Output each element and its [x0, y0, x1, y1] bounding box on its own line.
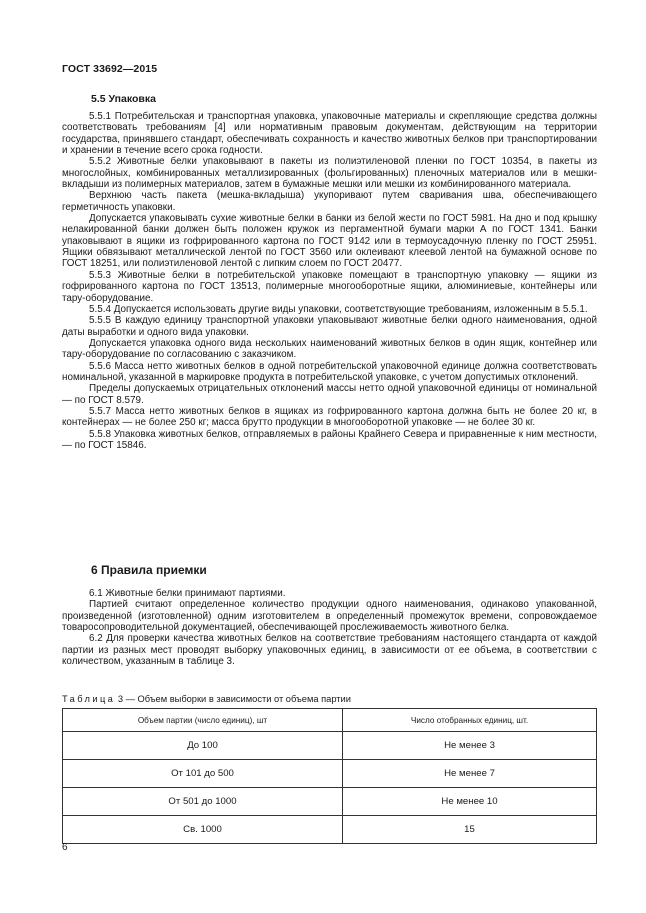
paragraph: 5.5.7 Масса нетто животных белков в ящиках из гофрированного картона должна быть не более 20 кг, в контейнерах — не более 250 кг; масса брутто продукции в многооборотной упаковке — не более 30 кг.	[62, 405, 597, 429]
paragraph: 5.5.5 В каждую единицу транспортной упаковки упаковывают животные белки одного наименования, одной даты выработки и одного вида упаковки.	[62, 315, 597, 338]
table-cell: От 101 до 500	[63, 760, 343, 788]
paragraph: Допускается упаковка одного вида нескольких наименований животных белков в один ящик, контейнер или тару-оборудование по согласованию с заказчиком.	[62, 337, 597, 361]
paragraph: Пределы допускаемых отрицательных отклонений массы нетто одной упаковочной единицы от номинальной — по ГОСТ 8.579.	[62, 383, 597, 406]
paragraph: 5.5.6 Масса нетто животных белков в одной потребительской упаковочной единице должна соответствовать номинальной, указанной в маркировке продукта в потребительской упаковке, с учетом допустимых отклонений.	[62, 360, 597, 383]
table-caption	[62, 694, 351, 704]
table-cell: Не менее 3	[343, 732, 597, 760]
paragraph: 6.2 Для проверки качества животных белков на соответствие требованиям настоящего стандарта от каждой партии из разных мест проводят выборку упаковочных единиц, в зависимости от ее объема, в соответствии с количеством, указанным в таблице 3.	[62, 633, 597, 668]
table-row	[63, 788, 597, 816]
table-cell: От 501 до 1000	[63, 788, 343, 816]
paragraph: Допускается упаковывать сухие животные белки в банки из белой жести по ГОСТ 5981. На дно и под крышку нелакированной банки должен быть положен кружок из пергаментной бумаги марки А по ГОСТ 1341. Банки упаковывают в ящики из гофрированного картона по ГОСТ 9142 или в термоусадочную пленку по ГОСТ 25951. Ящики обвязывают металлической лентой по ГОСТ 3560 или оклеивают клеевой лентой на бумажной основе по ГОСТ 18251, или полиэтиленовой лентой с липким слоем по ГОСТ 20477.	[62, 213, 597, 270]
table-cell: Св. 1000	[63, 816, 343, 844]
table-header-row	[63, 709, 597, 732]
section-5-5-title: 5.5 Упаковка	[91, 93, 156, 105]
paragraph: Верхнюю часть пакета (мешка-вкладыша) укупоривают путем сваривания шва, обеспечивающего герметичность упаковки.	[62, 190, 597, 213]
table-row	[63, 760, 597, 788]
table-cell: Не менее 10	[343, 788, 597, 816]
table-cell: Не менее 7	[343, 760, 597, 788]
table-caption-text: 3 — Объем выборки в зависимости от объема партии	[117, 694, 351, 704]
table-header-cell: Число отобранных единиц, шт.	[343, 709, 597, 732]
paragraph: 5.5.4 Допускается использовать другие виды упаковки, соответствующие требованиям, изложенным в 5.5.1.	[89, 303, 588, 315]
page-number: 6	[62, 842, 68, 853]
table-cell: До 100	[63, 732, 343, 760]
document-header: ГОСТ 33692—2015	[62, 63, 158, 75]
paragraph: 5.5.3 Животные белки в потребительской упаковке помещают в транспортную упаковку — ящики из гофрированного картона по ГОСТ 13513, полимерные многооборотные ящики, алюминиевые, контейнеры или тару-оборудование.	[62, 269, 597, 304]
paragraph: 5.5.2 Животные белки упаковывают в пакеты из полиэтиленовой пленки по ГОСТ 10354, в пакеты из многослойных, комбинированных металлизированных (фольгированных) пленочных материалов или в мешки-вкладыши из полимерных материалов, затем в бумажные мешки или мешки из комбинированного материала.	[62, 156, 597, 191]
table-caption-label: Таблица	[62, 694, 116, 704]
paragraph: 6.1 Животные белки принимают партиями.	[89, 588, 286, 599]
table-row	[63, 816, 597, 844]
paragraph: Партией считают определенное количество продукции одного наименования, одинаково упакованной, произведенной (изготовленной) одним изготовителем в определенный промежуток времени, сопровождаемое товаросопроводительной документацией, обеспечивающей прослеживаемость животного белка.	[62, 599, 597, 634]
paragraph: 5.5.1 Потребительская и транспортная упаковка, упаковочные материалы и скрепляющие средства должны соответствовать требованиям [4] или нормативным правовым документам, действующим на территории государства, принявшего стандарт, обеспечивать сохранность и качество животных белков при транспортировании и хранении в течение всего срока годности.	[62, 111, 597, 157]
sample-size-table	[62, 708, 597, 844]
section-6-title: 6 Правила приемки	[91, 563, 207, 577]
table-header-cell: Объем партии (число единиц), шт	[63, 709, 343, 732]
section-6-body	[62, 588, 597, 667]
paragraph: 5.5.8 Упаковка животных белков, отправляемых в районы Крайнего Севера и приравненные к ним местности, — по ГОСТ 15846.	[62, 428, 597, 451]
table-cell: 15	[343, 816, 597, 844]
section-5-5-body	[62, 111, 597, 451]
table-row	[63, 732, 597, 760]
